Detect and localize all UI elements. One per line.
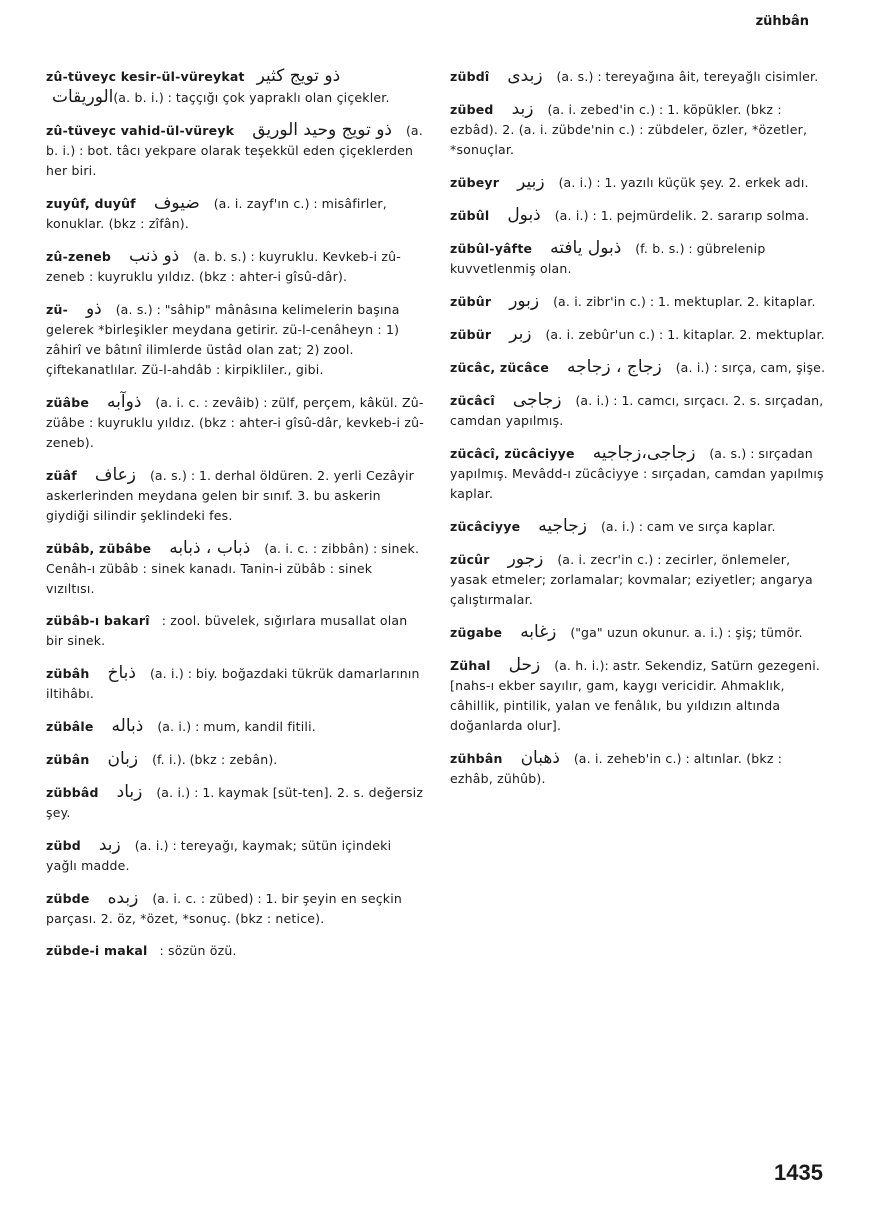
entry-headword: zübûr (450, 294, 492, 309)
entry-headword: Zühal (450, 658, 491, 673)
dictionary-entry (450, 66, 826, 87)
dictionary-entry (450, 748, 826, 789)
dictionary-entry (450, 99, 826, 160)
entry-body (46, 392, 424, 453)
entry-definition: ("ga" uzun okunur. a. i.) : şiş; tümör. (570, 625, 803, 640)
entry-arabic-script: زبد (98, 835, 121, 855)
entry-headword: zü- (46, 302, 68, 317)
entry-arabic-script: زباد (116, 782, 143, 802)
entry-arabic-script: زبده (107, 888, 139, 908)
entry-headword: züâbe (46, 395, 90, 410)
entry-arabic-script: ذبول يافته (550, 238, 622, 258)
entry-definition: (a. i.) : biy. boğazdaki tükrük damarlarının iltihâbı. (46, 666, 420, 701)
entry-definition: (f. b. s.) : gübrelenip kuvvetlenmiş olan. (450, 241, 766, 276)
entry-headword: zübdî (450, 69, 490, 84)
entry-body (46, 835, 424, 876)
entry-definition: (a. i. zeheb'in c.) : altınlar. (bkz : ezhâb, zühûb). (450, 751, 783, 786)
dictionary-entry (450, 324, 826, 345)
entry-arabic-script: زجاجى،زجاجيه (592, 443, 696, 463)
entry-headword: zû-zeneb (46, 249, 112, 264)
entry-body (450, 172, 826, 193)
entry-definition: (a. s.) : 1. derhal öldüren. 2. yerli Cezâyir askerlerinden meydana gelen bir sınıf. 3. bu askerin giydiği silindir şeklindeki fes. (46, 468, 414, 523)
entry-headword: zübd (46, 838, 81, 853)
dictionary-entry (46, 611, 424, 651)
entry-body (46, 193, 424, 234)
dictionary-entry (46, 246, 424, 287)
dictionary-entry (450, 238, 826, 279)
entry-definition: (a. s.) : sırçadan yapılmış. Mevâdd-ı zücâciyye : sırçadan, camdan yapılmış kaplar. (450, 446, 824, 501)
entry-arabic-script: زبر (509, 324, 532, 344)
entry-body (450, 99, 826, 160)
entry-arabic-script: ذوآبه (107, 392, 142, 412)
entry-headword: zübde (46, 891, 90, 906)
entry-definition: : sözün özü. (159, 943, 237, 958)
entry-definition: (a. i.) : mum, kandil fitili. (157, 719, 316, 734)
entry-headword: zübân (46, 752, 90, 767)
entry-definition: (a. i. zebûr'un c.) : 1. kitaplar. 2. mektuplar. (545, 327, 825, 342)
entry-arabic-script: زجاجيه (538, 516, 587, 536)
entry-arabic-script: زبير (517, 172, 545, 192)
entry-body (450, 66, 826, 87)
entry-definition: (f. i.). (bkz : zebân). (152, 752, 278, 767)
entry-definition: (a. i. zebed'in c.) : 1. köpükler. (bkz : ezbâd). 2. (a. i. zübde'nin c.) : zübdeler, özler, *özetler, *sonuçlar. (450, 102, 808, 157)
entry-arabic-script: زجور (507, 549, 544, 569)
dictionary-entry (450, 443, 826, 504)
entry-body (46, 611, 424, 651)
entry-body (46, 538, 424, 599)
entry-arabic-script: ذباله (111, 716, 144, 736)
entry-body (450, 390, 826, 431)
entry-headword: zübûl (450, 208, 490, 223)
entry-body (46, 888, 424, 929)
entry-headword: zübûl-yâfte (450, 241, 533, 256)
entry-arabic-script: زبور (509, 291, 540, 311)
dictionary-entry (46, 299, 424, 380)
dictionary-entry (46, 716, 424, 737)
dictionary-entry (46, 392, 424, 453)
entry-headword: zübür (450, 327, 492, 342)
entry-body (450, 205, 826, 226)
entry-definition: (a. i.) : tereyağı, kaymak; sütün içindeki yağlı madde. (46, 838, 392, 873)
entry-arabic-script: ذو تويج كثير الوريقات (52, 66, 341, 107)
entry-definition: (a. i. c. : zübed) : 1. bir şeyin en seçkin parçası. 2. öz, *özet, *sonuç. (bkz : netice). (46, 891, 403, 926)
entry-headword: zübâb-ı bakarî (46, 613, 150, 628)
entry-definition: (a. i. zayf'ın c.) : misâfirler, konuklar. (bkz : zîfân). (46, 196, 387, 231)
dictionary-entry (450, 516, 826, 537)
entry-headword: zû-tüveyc vahid-ül-vüreyk (46, 123, 235, 138)
entry-headword: züâf (46, 468, 77, 483)
entry-body (450, 357, 826, 378)
entry-headword: zücûr (450, 552, 490, 567)
entry-body (46, 941, 424, 961)
entry-definition: (a. i.) : 1. kaymak [süt-ten]. 2. s. değersiz şey. (46, 785, 424, 820)
running-head: zühbân (755, 14, 809, 29)
dictionary-entry (46, 663, 424, 704)
entry-body (46, 120, 424, 181)
entry-body (46, 782, 424, 823)
entry-definition: (a. i.) : 1. camcı, sırçacı. 2. s. sırçadan, camdan yapılmış. (450, 393, 824, 428)
page-number: 1435 (774, 1160, 823, 1185)
entry-arabic-script: زبد (511, 99, 534, 119)
entry-headword: zû-tüveyc kesir-ül-vüreykat (46, 69, 245, 84)
entry-definition: (a. i.) : 1. yazılı küçük şey. 2. erkek adı. (558, 175, 809, 190)
entry-arabic-script: ذباخ (107, 663, 136, 683)
dictionary-entry (450, 655, 826, 736)
dictionary-entry (450, 172, 826, 193)
dictionary-entry (46, 782, 424, 823)
entry-headword: zübed (450, 102, 494, 117)
entry-headword: zücâcî (450, 393, 495, 408)
entry-arabic-script: ذو (85, 299, 102, 319)
dictionary-entry (46, 835, 424, 876)
dictionary-entry (450, 357, 826, 378)
entry-definition: (a. i. c. : zevâib) : zülf, perçem, kâkül. Zû-züâbe : kuyruklu yıldız. (bkz : ahter-i gîsû-dâr, kevkeb-i zû-zeneb). (46, 395, 424, 450)
entry-definition: (a. b. i.) : bot. tâcı yekpare olarak teşekkül eden çiçeklerden her biri. (46, 123, 423, 178)
dictionary-entry (450, 390, 826, 431)
entry-arabic-script: زجاج ، زجاجه (567, 357, 662, 377)
dictionary-entry (46, 465, 424, 526)
entry-body (46, 246, 424, 287)
left-column (46, 66, 424, 973)
entry-definition: (a. h. i.): astr. Sekendiz, Satürn gezegeni. [nahs-ı ekber sayılır, gam, kaygı vericidir. Ahmaklık, câhillik, pintilik, yalan ve fenâlık, bu yıldızın altında doğanlarda olur]. (450, 658, 821, 733)
entry-body (46, 66, 424, 108)
entry-body (450, 622, 826, 643)
entry-arabic-script: ذهبان (520, 748, 560, 768)
entry-headword: zübde-i makal (46, 943, 148, 958)
entry-definition: (a. i. c. : zibbân) : sinek. Cenâh-ı zübâb : sinek kanadı. Tanin-i zübâb : sinek vızıltısı. (46, 541, 420, 596)
entry-arabic-script: ضيوف (153, 193, 200, 213)
entry-headword: zuyûf, duyûf (46, 196, 136, 211)
dictionary-entry (46, 888, 424, 929)
entry-body (450, 655, 826, 736)
dictionary-entry (46, 66, 424, 108)
entry-arabic-script: ذو ذنب (129, 246, 180, 266)
entry-arabic-script: زغابه (520, 622, 557, 642)
dictionary-entry (46, 193, 424, 234)
entry-headword: zücâciyye (450, 519, 521, 534)
entry-headword: zübâb, zübâbe (46, 541, 152, 556)
entry-arabic-script: زبدى (507, 66, 543, 86)
entry-body (46, 465, 424, 526)
entry-headword: zübâh (46, 666, 90, 681)
dictionary-entry (450, 291, 826, 312)
entry-arabic-script: ذبول (507, 205, 541, 225)
entry-arabic-script: زعاف (94, 465, 137, 485)
entry-body (450, 324, 826, 345)
entry-headword: zügabe (450, 625, 503, 640)
dictionary-entry (46, 538, 424, 599)
entry-body (46, 299, 424, 380)
dictionary-entry (46, 941, 424, 961)
entry-body (450, 443, 826, 504)
entry-definition: (a. i.) : cam ve sırça kaplar. (600, 519, 776, 534)
dictionary-entry (450, 205, 826, 226)
right-column (450, 66, 826, 801)
entry-body (450, 549, 826, 610)
entry-headword: zübeyr (450, 175, 500, 190)
dictionary-entry (450, 549, 826, 610)
entry-arabic-script: ذو تويج وحيد الوريق (252, 120, 392, 140)
entry-body (450, 291, 826, 312)
dictionary-entry (46, 749, 424, 770)
entry-headword: zübâle (46, 719, 94, 734)
entry-headword: zücâcî, zücâciyye (450, 446, 575, 461)
dictionary-entry (450, 622, 826, 643)
entry-headword: zübbâd (46, 785, 99, 800)
dictionary-entry (46, 120, 424, 181)
entry-arabic-script: زحل (508, 655, 541, 675)
entry-arabic-script: زبان (107, 749, 139, 769)
entry-headword: zühbân (450, 751, 503, 766)
entry-definition: (a. s.) : tereyağına âit, tereyağlı cisimler. (556, 69, 819, 84)
entry-definition: (a. b. i.) : taççığı çok yapraklı olan çiçekler. (113, 90, 390, 105)
entry-body (450, 238, 826, 279)
entry-body (46, 716, 424, 737)
entry-definition: (a. i. zecr'in c.) : zecirler, önlemeler, yasak etmeler; zorlamalar; kovmalar; eziyetler; angarya çalıştırmalar. (450, 552, 813, 607)
entry-definition: (a. b. s.) : kuyruklu. Kevkeb-i zû-zeneb : kuyruklu yıldız. (bkz : ahter-i gîsû-dâr). (46, 249, 401, 284)
entry-body (46, 663, 424, 704)
entry-definition: (a. i.) : 1. pejmürdelik. 2. sararıp solma. (554, 208, 810, 223)
entry-definition: (a. i. zibr'in c.) : 1. mektuplar. 2. kitaplar. (553, 294, 816, 309)
entry-arabic-script: زجاجى (512, 390, 562, 410)
entry-body (450, 748, 826, 789)
entry-definition: (a. i.) : sırça, cam, şişe. (675, 360, 826, 375)
entry-body (450, 516, 826, 537)
entry-headword: zücâc, zücâce (450, 360, 550, 375)
entry-arabic-script: ذباب ، ذبابه (169, 538, 251, 558)
entry-body (46, 749, 424, 770)
entry-definition: : zool. büvelek, sığırlara musallat olan bir sinek. (46, 613, 408, 648)
entry-definition: (a. s.) : "sâhip" mânâsına kelimelerin başına gelerek *birleşikler meydana getirir. zü-l-cenâheyn : 1) zâhirî ve bâtınî ilimlerde üstâd olan zat; 2) zool. çiftekanatlılar. Zü-l-ahdâb : kirpikliler., gibi. (46, 302, 400, 377)
